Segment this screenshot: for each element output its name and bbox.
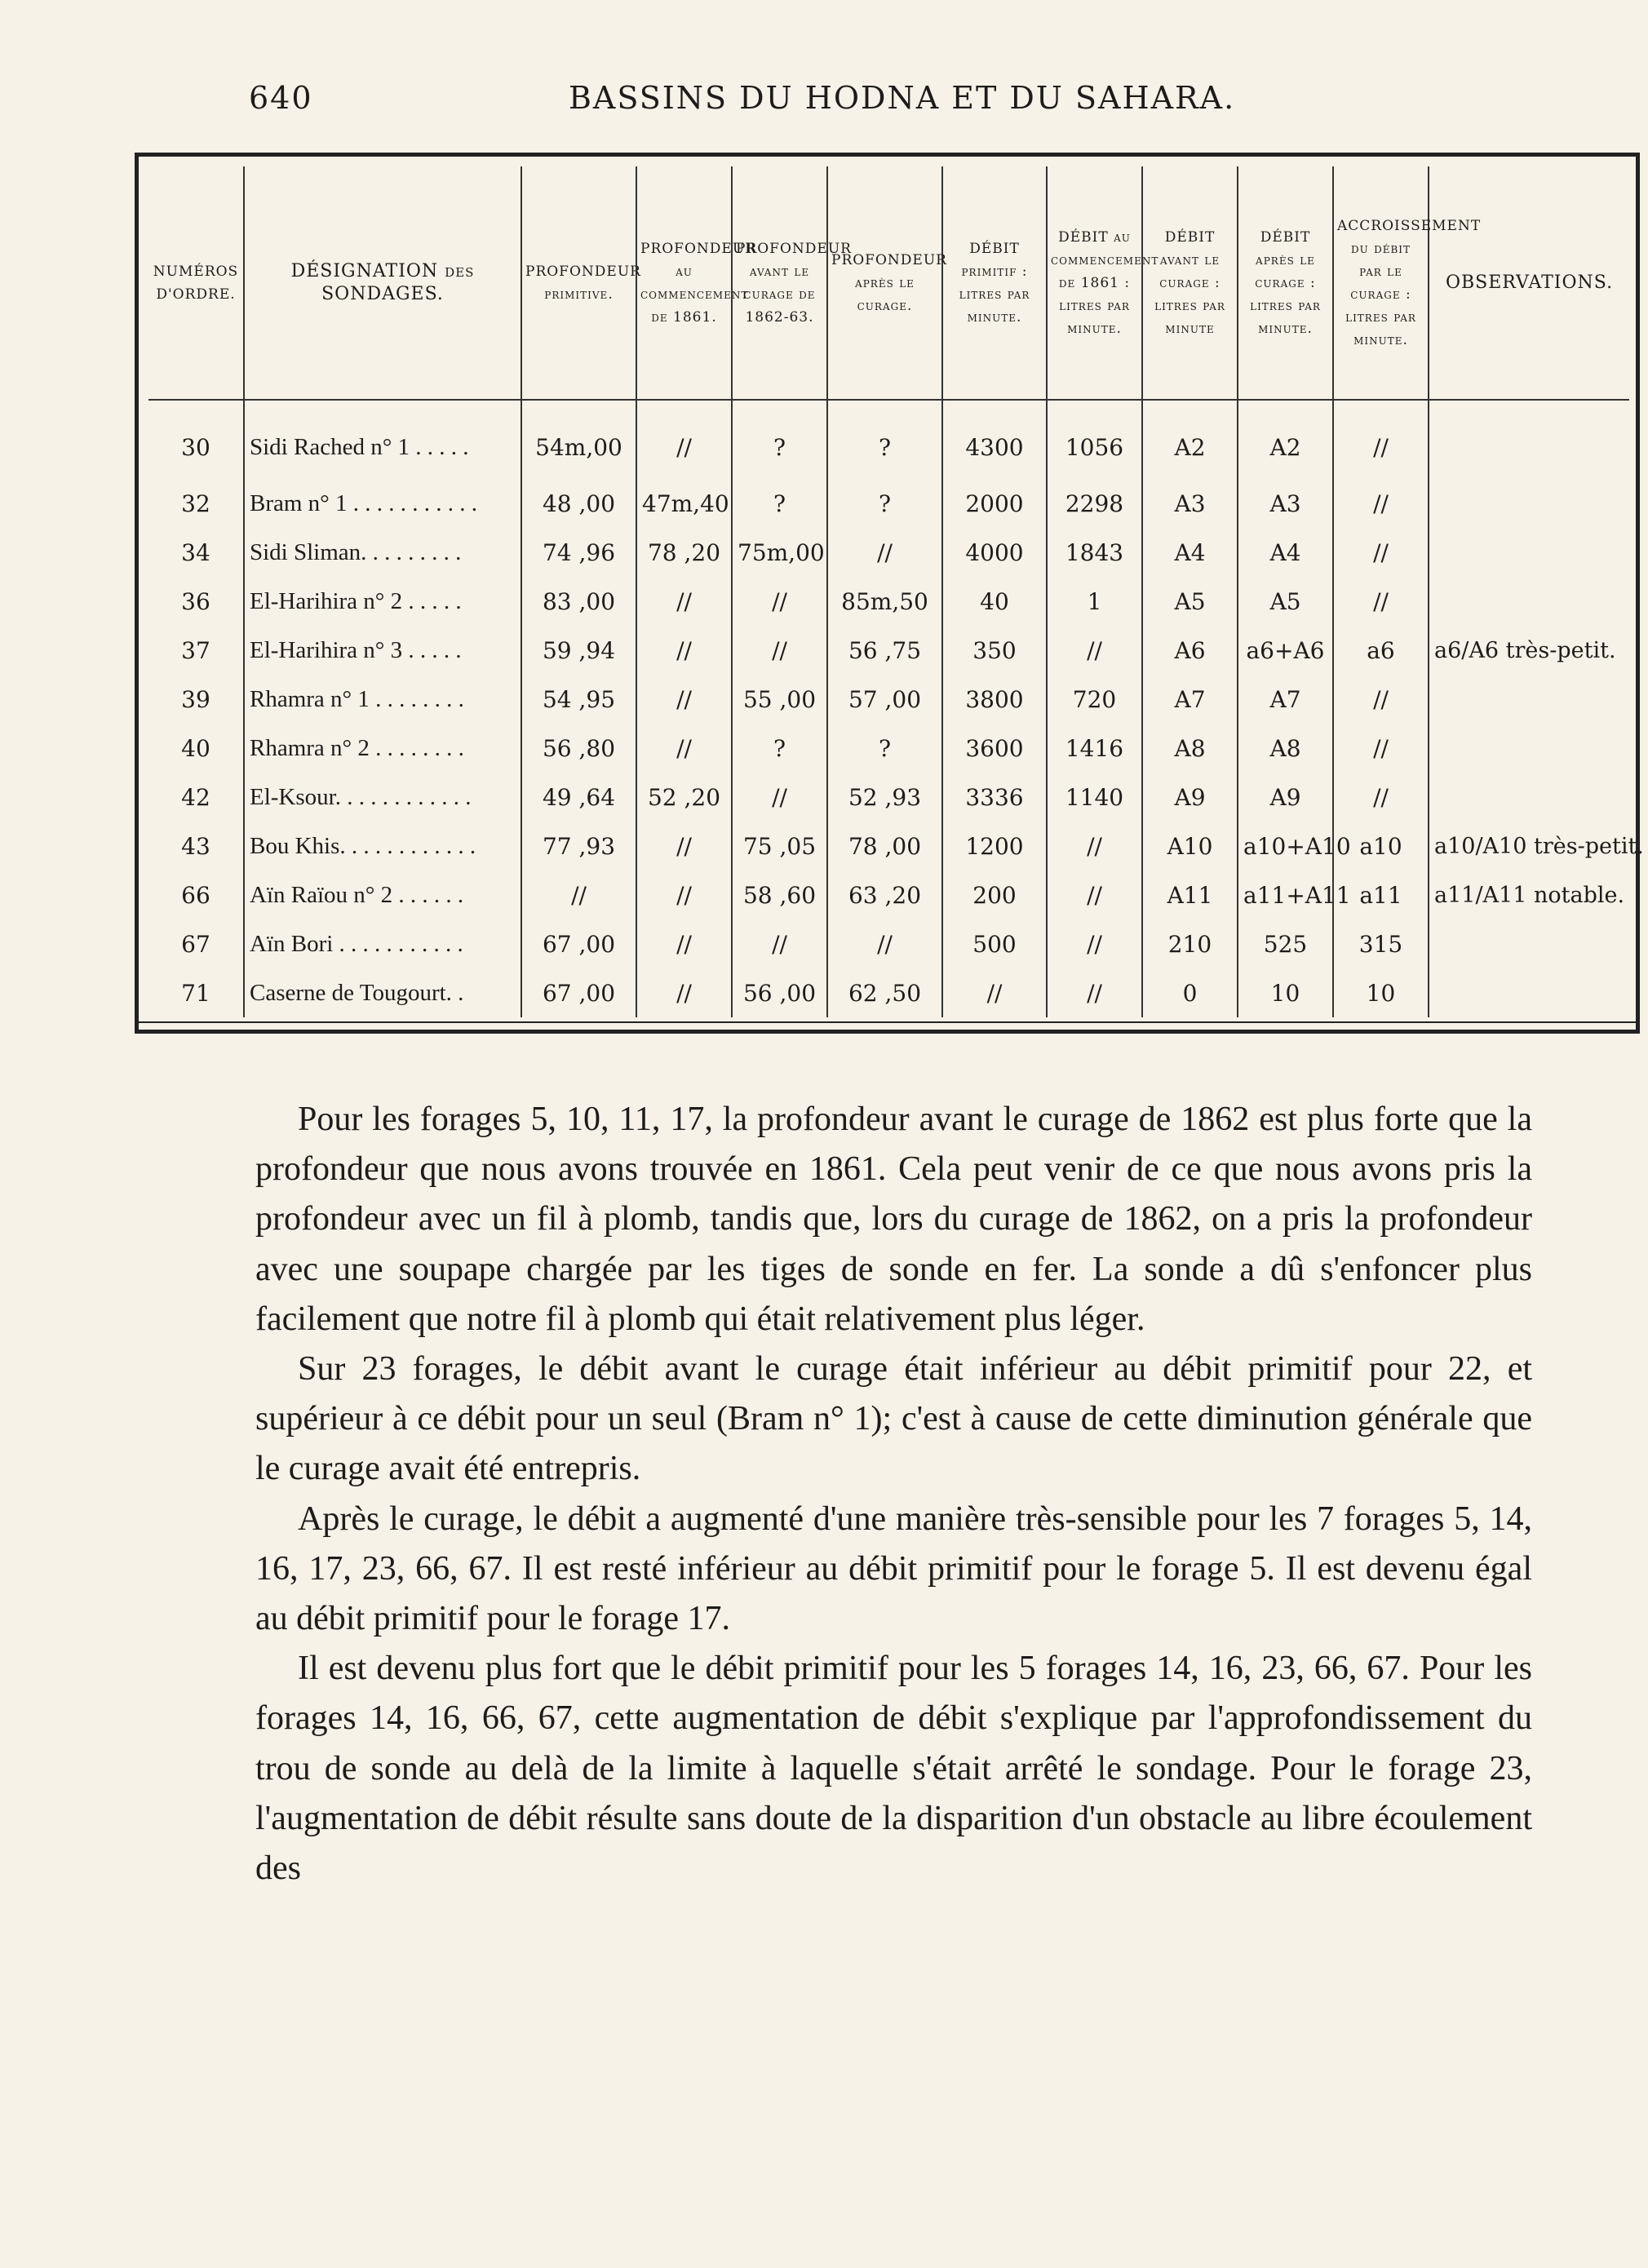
column-header: PROFONDEUR après le curage.	[827, 166, 942, 400]
table-cell: ?	[827, 400, 942, 479]
observation-cell	[1429, 968, 1629, 1017]
observation-cell	[1429, 675, 1629, 724]
table-cell: //	[942, 968, 1047, 1017]
well-name-cell: Aïn Raïou n° 2 . . . . . .	[244, 870, 521, 919]
column-header: ACCROISSEMENT du débit par le curage : litres par minute.	[1333, 166, 1429, 400]
table-cell: 2000	[942, 479, 1047, 528]
table-cell: 67 ,00	[521, 968, 636, 1017]
column-header: PROFONDEUR au commencement de 1861.	[636, 166, 732, 400]
row-number-cell: 43	[181, 832, 210, 860]
table-cell: a10+A10	[1238, 822, 1333, 870]
table-cell: A2	[1238, 400, 1333, 479]
table-cell: //	[732, 577, 827, 626]
table-cell: 59 ,94	[521, 626, 636, 675]
well-name-cell: Caserne de Tougourt. .	[244, 968, 521, 1017]
column-header: OBSERVATIONS.	[1429, 166, 1629, 400]
table-row	[148, 822, 1629, 870]
row-number-cell: 36	[181, 587, 210, 615]
paragraph: Pour les forages 5, 10, 11, 17, la profondeur avant le curage de 1862 est plus forte que la profondeur que nous avons trouvée en 1861. Cela peut venir de ce que nous avons pris la profondeur avec un fil à plomb, tandis que, lors du curage de 1862, on a pris la profondeur avec une soupape chargée par les tiges de sonde en fer. La sonde a dû s'enfoncer plus facilement que notre fil à plomb qui était relativement plus léger.	[255, 1101, 1532, 1338]
table-cell: a6+A6	[1238, 626, 1333, 675]
well-name-cell: Sidi Sliman. . . . . . . . .	[244, 528, 521, 577]
table-cell: A3	[1238, 479, 1333, 528]
table-cell: //	[636, 968, 732, 1017]
observation-cell	[1429, 919, 1629, 968]
table-cell: 40	[942, 577, 1047, 626]
table-cell: 3600	[942, 724, 1047, 773]
table-cell: A7	[1142, 675, 1238, 724]
observation-cell	[1429, 528, 1629, 577]
body-text	[255, 1095, 1532, 1894]
table-row	[148, 675, 1629, 724]
table-cell: //	[1333, 773, 1429, 822]
table-cell: a6	[1333, 626, 1429, 675]
table-cell: //	[636, 675, 732, 724]
row-number-cell: 71	[181, 979, 210, 1007]
table-cell: //	[1333, 400, 1429, 479]
row-number-cell: 34	[181, 538, 210, 566]
table-row	[148, 968, 1629, 1017]
table-cell: 75 ,05	[732, 822, 827, 870]
table-cell: 67 ,00	[521, 919, 636, 968]
table-cell: 56 ,80	[521, 724, 636, 773]
table-cell: A8	[1238, 724, 1333, 773]
well-data-table	[148, 166, 1644, 1017]
table-cell: A10	[1142, 822, 1238, 870]
table-cell: //	[1047, 919, 1142, 968]
table-cell: 85m,50	[827, 577, 942, 626]
table-cell: 75m,00	[732, 528, 827, 577]
table-cell: //	[1333, 577, 1429, 626]
table-cell: //	[827, 528, 942, 577]
table-cell: A9	[1142, 773, 1238, 822]
page-number: 640	[249, 80, 313, 116]
paragraph: Il est devenu plus fort que le débit primitif pour les 5 forages 14, 16, 23, 66, 67. Pour les forages 14, 16, 66, 67, cette augmentation de débit s'explique par l'approfondissement du trou de sonde au delà de la limite à laquelle s'était arrêté le sondage. Pour le forage 23, l'augmentation de débit résulte sans doute de la disparition d'un obstacle au libre écoulement des	[255, 1650, 1532, 1888]
table-cell: ?	[827, 479, 942, 528]
table-cell: 63 ,20	[827, 870, 942, 919]
table-row	[148, 400, 1629, 479]
well-name-cell: El-Ksour. . . . . . . . . . . .	[244, 773, 521, 822]
table-cell: //	[1047, 822, 1142, 870]
table-cell: 3336	[942, 773, 1047, 822]
table-cell: 48 ,00	[521, 479, 636, 528]
paragraph: Sur 23 forages, le débit avant le curage était inférieur au débit primitif pour 22, et supérieur à ce débit pour un seul (Bram n° 1); c'est à cause de cette diminution générale que le curage avait été entrepris.	[255, 1350, 1532, 1488]
column-header: NUMÉROS D'ORDRE.	[148, 166, 244, 400]
table-cell: //	[1047, 968, 1142, 1017]
well-data-table-frame	[135, 153, 1644, 1034]
well-name-cell: Rhamra n° 2 . . . . . . . .	[244, 724, 521, 773]
table-cell: 200	[942, 870, 1047, 919]
well-name-cell: El-Harihira n° 3 . . . . .	[244, 626, 521, 675]
row-number-cell: 32	[181, 489, 210, 517]
table-row	[148, 773, 1629, 822]
table-cell: 350	[942, 626, 1047, 675]
table-cell: A5	[1238, 577, 1333, 626]
table-cell: A11	[1142, 870, 1238, 919]
table-cell: //	[636, 724, 732, 773]
table-cell: 52 ,93	[827, 773, 942, 822]
table-cell: 720	[1047, 675, 1142, 724]
table-cell: A7	[1238, 675, 1333, 724]
table-cell: A2	[1142, 400, 1238, 479]
table-cell: //	[1047, 870, 1142, 919]
table-row	[148, 870, 1629, 919]
table-cell: 78 ,20	[636, 528, 732, 577]
table-cell: 57 ,00	[827, 675, 942, 724]
table-cell: 1140	[1047, 773, 1142, 822]
table-cell: 10	[1333, 968, 1429, 1017]
table-row	[148, 919, 1629, 968]
table-cell: //	[732, 626, 827, 675]
table-cell: A8	[1142, 724, 1238, 773]
table-cell: //	[1333, 675, 1429, 724]
table-cell: A5	[1142, 577, 1238, 626]
observation-cell	[1429, 400, 1629, 479]
row-number-cell: 67	[181, 930, 210, 958]
observation-cell: a11/A11 notable.	[1429, 870, 1629, 919]
column-header: DÉBIT primitif : litres par minute.	[942, 166, 1047, 400]
table-row	[148, 479, 1629, 528]
table-cell: //	[732, 919, 827, 968]
table-cell: 4000	[942, 528, 1047, 577]
table-bottom-rule	[139, 1021, 1636, 1023]
table-cell: //	[636, 577, 732, 626]
column-header: PROFONDEUR primitive.	[521, 166, 636, 400]
well-name-cell: Aïn Bori . . . . . . . . . . .	[244, 919, 521, 968]
row-number-cell: 40	[181, 734, 210, 762]
observation-cell: a6/A6 très-petit.	[1429, 626, 1629, 675]
table-cell: //	[827, 919, 942, 968]
table-cell: A4	[1142, 528, 1238, 577]
table-cell: 525	[1238, 919, 1333, 968]
table-header-row	[148, 166, 1629, 400]
table-row	[148, 626, 1629, 675]
well-name-cell: Sidi Rached n° 1 . . . . .	[244, 400, 521, 479]
table-cell: 500	[942, 919, 1047, 968]
table-cell: 47m,40	[636, 479, 732, 528]
table-cell: 1416	[1047, 724, 1142, 773]
column-header: PROFONDEUR avant le curage de 1862-63.	[732, 166, 827, 400]
observation-cell: a10/A10 très-petit.	[1429, 822, 1629, 870]
observation-cell	[1429, 577, 1629, 626]
table-cell: 58 ,60	[732, 870, 827, 919]
table-cell: //	[636, 822, 732, 870]
column-header: DÉBIT au commencement de 1861 : litres par minute.	[1047, 166, 1142, 400]
table-cell: //	[1333, 479, 1429, 528]
table-cell: 1843	[1047, 528, 1142, 577]
table-cell: 74 ,96	[521, 528, 636, 577]
row-number-cell: 66	[181, 881, 210, 909]
table-cell: //	[732, 773, 827, 822]
table-cell: a11+A11	[1238, 870, 1333, 919]
table-cell: A4	[1238, 528, 1333, 577]
table-cell: 2298	[1047, 479, 1142, 528]
table-cell: 1056	[1047, 400, 1142, 479]
table-cell: A9	[1238, 773, 1333, 822]
table-cell: 210	[1142, 919, 1238, 968]
table-cell: 4300	[942, 400, 1047, 479]
table-cell: 56 ,75	[827, 626, 942, 675]
column-header: DÉBIT après le curage : litres par minute.	[1238, 166, 1333, 400]
column-header: DÉSIGNATION des SONDAGES.	[244, 166, 521, 400]
table-cell: //	[1333, 528, 1429, 577]
row-number-cell: 42	[181, 783, 210, 811]
observation-cell	[1429, 479, 1629, 528]
table-cell: //	[636, 870, 732, 919]
table-cell: ?	[732, 400, 827, 479]
table-cell: 10	[1238, 968, 1333, 1017]
well-name-cell: Rhamra n° 1 . . . . . . . .	[244, 675, 521, 724]
table-cell: //	[636, 919, 732, 968]
table-cell: 0	[1142, 968, 1238, 1017]
table-row	[148, 577, 1629, 626]
observation-cell	[1429, 773, 1629, 822]
row-number-cell: 37	[181, 636, 210, 664]
table-cell: A3	[1142, 479, 1238, 528]
well-name-cell: El-Harihira n° 2 . . . . .	[244, 577, 521, 626]
column-header: DÉBIT avant le curage : litres par minute	[1142, 166, 1238, 400]
table-cell: ?	[732, 479, 827, 528]
table-cell: 78 ,00	[827, 822, 942, 870]
row-number-cell: 39	[181, 685, 210, 713]
table-cell: 315	[1333, 919, 1429, 968]
well-name-cell: Bou Khis. . . . . . . . . . . .	[244, 822, 521, 870]
table-cell: a11	[1333, 870, 1429, 919]
table-cell: //	[1047, 626, 1142, 675]
row-number-cell: 30	[181, 433, 210, 461]
table-body	[148, 400, 1644, 1017]
table-cell: 1200	[942, 822, 1047, 870]
table-cell: //	[1333, 724, 1429, 773]
table-cell: A6	[1142, 626, 1238, 675]
observation-cell	[1429, 724, 1629, 773]
table-cell: //	[636, 400, 732, 479]
table-cell: 56 ,00	[732, 968, 827, 1017]
running-head	[249, 80, 1636, 129]
table-cell: 77 ,93	[521, 822, 636, 870]
table-cell: 54 ,95	[521, 675, 636, 724]
table-cell: 54m,00	[521, 400, 636, 479]
table-cell: 83 ,00	[521, 577, 636, 626]
table-cell: 1	[1047, 577, 1142, 626]
table-cell: 55 ,00	[732, 675, 827, 724]
table-row	[148, 724, 1629, 773]
running-title: BASSINS DU HODNA ET DU SAHARA.	[569, 80, 1236, 116]
table-cell: 62 ,50	[827, 968, 942, 1017]
well-name-cell: Bram n° 1 . . . . . . . . . . .	[244, 479, 521, 528]
table-cell: //	[521, 870, 636, 919]
table-cell: ?	[732, 724, 827, 773]
table-row	[148, 528, 1629, 577]
table-cell: 52 ,20	[636, 773, 732, 822]
table-cell: a10	[1333, 822, 1429, 870]
table-cell: ?	[827, 724, 942, 773]
table-cell: 49 ,64	[521, 773, 636, 822]
table-cell: //	[636, 626, 732, 675]
table-cell: 3800	[942, 675, 1047, 724]
paragraph: Après le curage, le débit a augmenté d'une manière très-sensible pour les 7 forages 5, 14, 16, 17, 23, 66, 67. Il est resté inférieur au débit primitif pour le forage 5. Il est devenu égal au débit primitif pour le forage 17.	[255, 1499, 1532, 1638]
